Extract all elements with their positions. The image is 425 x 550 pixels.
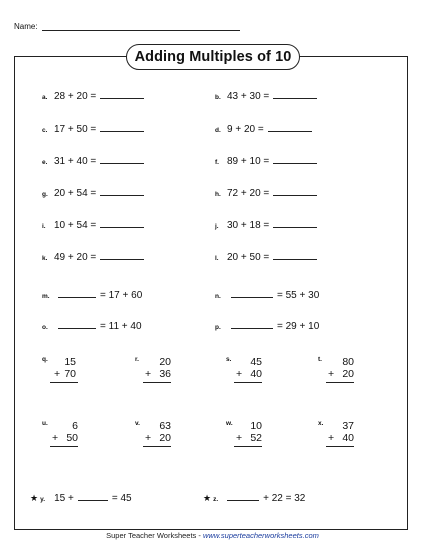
problem-text: = 17 + 60 [100, 290, 143, 301]
addend-bottom: 20 [342, 368, 354, 380]
problem-text: 49 + 20 = [54, 252, 97, 263]
addend-bottom: 36 [159, 368, 171, 380]
worksheet-title [126, 44, 300, 70]
problem-label: p. [215, 324, 221, 331]
problem-s [226, 356, 276, 390]
answer-blank[interactable] [273, 90, 317, 99]
problem-label: c. [42, 127, 48, 134]
name-input-line[interactable] [42, 23, 240, 31]
answer-blank[interactable] [100, 219, 144, 228]
problem-c [42, 123, 144, 135]
problem-label: j. [215, 223, 219, 230]
problem-label: r. [135, 356, 139, 363]
answer-blank[interactable] [100, 155, 144, 164]
problem-u [42, 420, 92, 454]
problem-label: s. [226, 356, 232, 363]
sum-line [50, 446, 78, 447]
answer-blank[interactable] [273, 155, 317, 164]
name-row [14, 22, 240, 31]
problem-label: m. [42, 293, 50, 300]
problem-text: 9 + 20 = [227, 124, 264, 135]
problem-text-right: = 45 [111, 493, 132, 504]
problem-m [42, 289, 142, 301]
problem-label: h. [215, 191, 221, 198]
problem-label: g. [42, 191, 48, 198]
star-icon: ★ [30, 493, 39, 503]
addend-top: 10 [250, 420, 262, 432]
problem-a [42, 90, 144, 102]
problem-text: 31 + 40 = [54, 156, 97, 167]
problem-h [215, 187, 317, 199]
sum-line [234, 382, 262, 383]
problem-label: z. [213, 496, 219, 503]
problem-label: a. [42, 94, 48, 101]
answer-blank[interactable] [100, 251, 144, 260]
problem-text: 72 + 20 = [227, 188, 270, 199]
addend-top: 63 [159, 420, 171, 432]
problem-label: l. [215, 255, 219, 262]
problem-j [215, 219, 317, 231]
problem-w [226, 420, 276, 454]
plus-sign: + [328, 368, 335, 380]
problem-k [42, 251, 144, 263]
answer-blank[interactable] [273, 251, 317, 260]
problem-f [215, 155, 317, 167]
problem-label: w. [226, 420, 233, 427]
problem-text: 20 + 54 = [54, 188, 97, 199]
problem-text-left: 15 + [54, 493, 74, 504]
answer-blank[interactable] [100, 123, 144, 132]
sum-line [143, 446, 171, 447]
title-text: Adding Multiples of 10 [134, 49, 292, 65]
footer-brand: Super Teacher Worksheets [106, 531, 197, 540]
problem-label: v. [135, 420, 140, 427]
answer-blank[interactable] [58, 320, 96, 329]
sum-line [143, 382, 171, 383]
footer-url[interactable]: www.superteacherworksheets.com [202, 531, 319, 540]
addend-top: 15 [64, 356, 76, 368]
addend-bottom: 52 [250, 432, 262, 444]
problem-label: y. [40, 496, 46, 503]
problem-text: 20 + 50 = [227, 252, 270, 263]
answer-blank[interactable] [273, 219, 317, 228]
footer [0, 531, 425, 540]
problem-text: 28 + 20 = [54, 91, 97, 102]
answer-blank[interactable] [268, 123, 312, 132]
sum-line [234, 446, 262, 447]
problem-i [42, 219, 144, 231]
footer-separator: - [196, 531, 203, 540]
problem-label: d. [215, 127, 221, 134]
problem-text: 43 + 30 = [227, 91, 270, 102]
sum-line [50, 382, 78, 383]
answer-blank[interactable] [100, 187, 144, 196]
problem-d [215, 123, 312, 135]
problem-text-right: + 22 = 32 [263, 493, 306, 504]
problem-label: e. [42, 159, 48, 166]
problem-x [318, 420, 368, 454]
problem-text: 17 + 50 = [54, 124, 97, 135]
problem-label: f. [215, 159, 219, 166]
problem-y [30, 492, 132, 504]
problem-label: t. [318, 356, 322, 363]
problem-label: n. [215, 293, 221, 300]
answer-blank[interactable] [231, 289, 273, 298]
addend-bottom: 40 [250, 368, 262, 380]
problem-b [215, 90, 317, 102]
sum-line [326, 382, 354, 383]
problem-label: b. [215, 94, 221, 101]
addend-top: 6 [72, 420, 78, 432]
problem-label: q. [42, 356, 48, 363]
addend-top: 37 [342, 420, 354, 432]
plus-sign: + [52, 432, 59, 444]
answer-blank[interactable] [58, 289, 96, 298]
problem-text: 10 + 54 = [54, 220, 97, 231]
addend-top: 80 [342, 356, 354, 368]
problem-label: o. [42, 324, 48, 331]
sum-line [326, 446, 354, 447]
addend-bottom: 70 [64, 368, 76, 380]
problem-label: k. [42, 255, 48, 262]
problem-label: i. [42, 223, 46, 230]
addend-top: 20 [159, 356, 171, 368]
problem-text: = 11 + 40 [100, 321, 142, 332]
problem-o [42, 320, 142, 332]
problem-text: = 29 + 10 [277, 321, 320, 332]
answer-blank[interactable] [273, 187, 317, 196]
plus-sign: + [236, 432, 243, 444]
answer-blank[interactable] [227, 492, 259, 501]
problem-text: = 55 + 30 [277, 290, 320, 301]
plus-sign: + [145, 368, 152, 380]
addend-bottom: 50 [66, 432, 78, 444]
plus-sign: + [145, 432, 152, 444]
plus-sign: + [328, 432, 335, 444]
problem-n [215, 289, 319, 301]
problem-r [135, 356, 185, 390]
problem-q [42, 356, 92, 390]
addend-bottom: 20 [159, 432, 171, 444]
problem-z [203, 492, 305, 504]
plus-sign: + [54, 368, 61, 380]
problem-text: 30 + 18 = [227, 220, 270, 231]
addend-bottom: 40 [342, 432, 354, 444]
problem-p [215, 320, 319, 332]
problem-label: x. [318, 420, 324, 427]
answer-blank[interactable] [78, 492, 108, 501]
name-label: Name: [14, 22, 38, 31]
star-icon: ★ [203, 493, 212, 503]
problem-l [215, 251, 317, 263]
problem-e [42, 155, 144, 167]
problem-text: 89 + 10 = [227, 156, 270, 167]
plus-sign: + [236, 368, 243, 380]
problem-v [135, 420, 185, 454]
answer-blank[interactable] [100, 90, 144, 99]
problem-label: u. [42, 420, 48, 427]
answer-blank[interactable] [231, 320, 273, 329]
problem-t [318, 356, 368, 390]
problem-g [42, 187, 144, 199]
addend-top: 45 [250, 356, 262, 368]
